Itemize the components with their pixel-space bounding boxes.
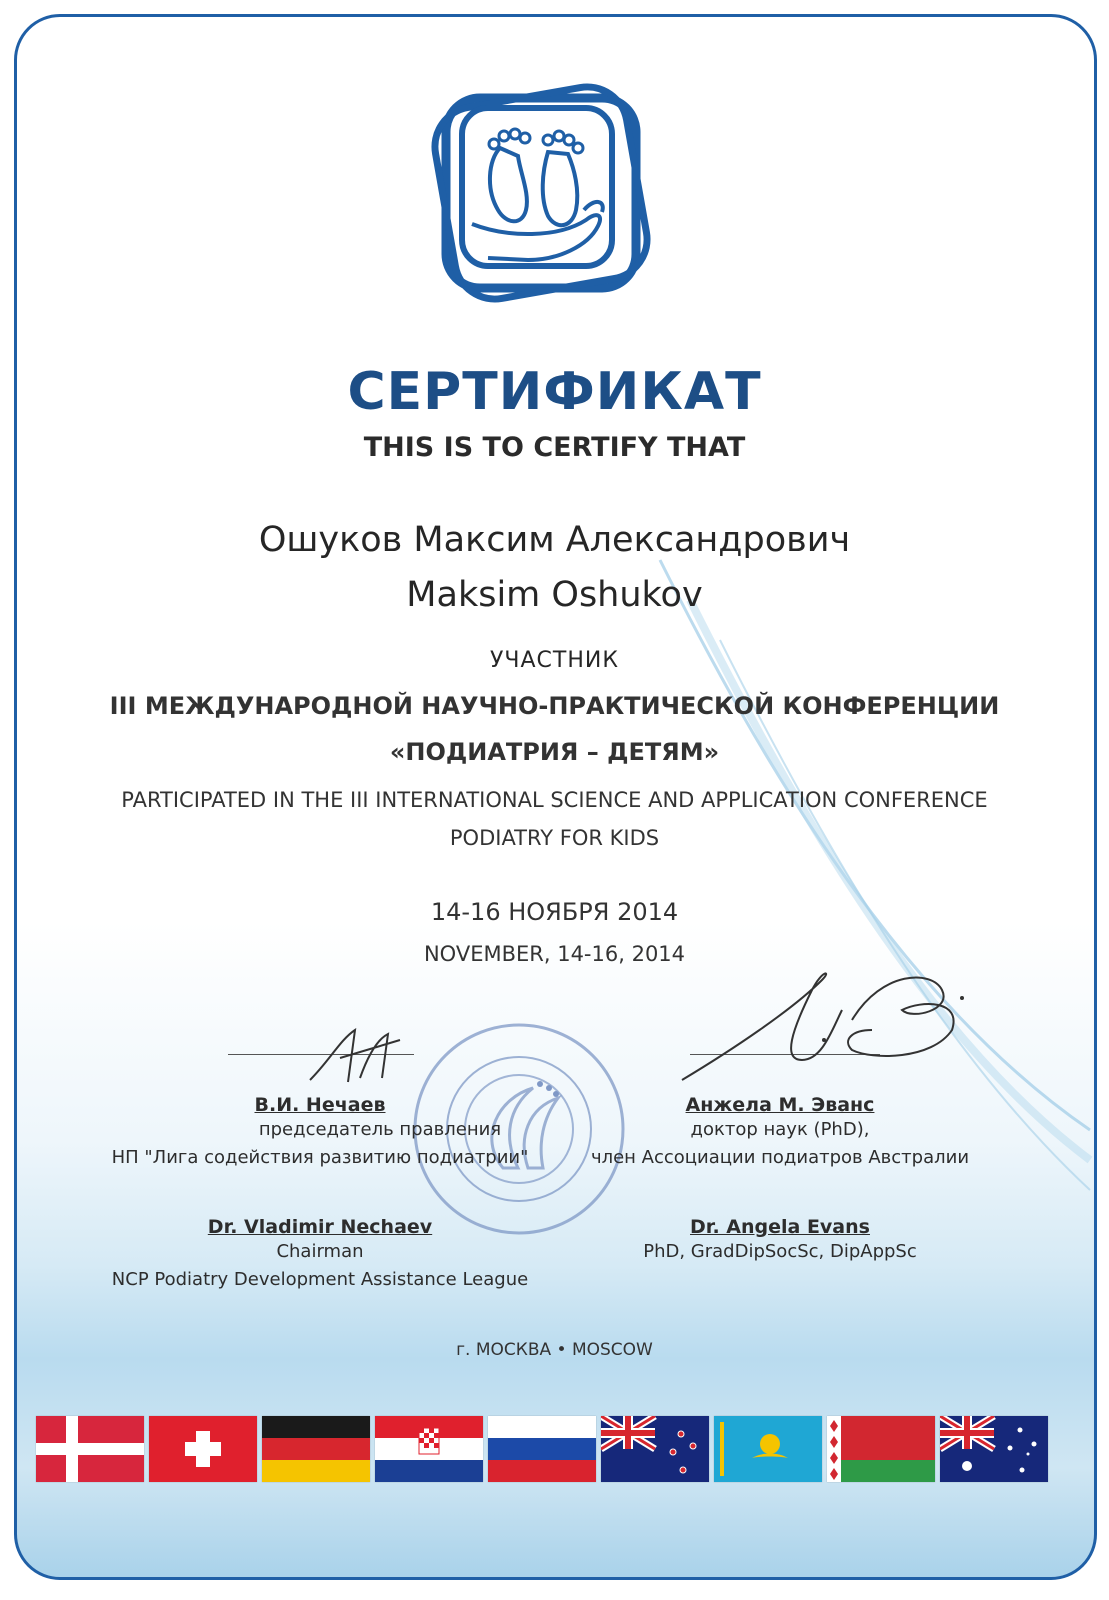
certificate-subtitle: THIS IS TO CERTIFY THAT: [363, 432, 746, 463]
left-signatory-name-en: Dr. Vladimir Nechaev: [207, 1216, 433, 1238]
recipient-name-en: Maksim Oshukov: [406, 575, 703, 615]
right-signatory-org-ru: член Ассоциации подиатров Австралии: [590, 1147, 970, 1168]
conference-name-ru: «ПОДИАТРИЯ – ДЕТЯМ»: [389, 738, 720, 766]
right-signatory-name-ru: Анжела М. Эванс: [685, 1094, 875, 1116]
left-signatory-name-ru: В.И. Нечаев: [254, 1094, 386, 1116]
left-signatory-org-ru: НП "Лига содействия развитию подиатрии": [111, 1147, 529, 1168]
left-signatory-title-ru: председатель правления: [258, 1119, 502, 1140]
belarus-flag: [827, 1416, 935, 1482]
city-label: г. МОСКВА • MOSCOW: [456, 1340, 653, 1360]
russia-flag: [488, 1416, 596, 1482]
new-zealand-flag: [601, 1416, 709, 1482]
certificate-title: СЕРТИФИКАТ: [347, 362, 762, 422]
australia-flag: [940, 1416, 1048, 1482]
left-signatory-org-en: NCP Podiatry Development Assistance League: [111, 1269, 529, 1290]
conference-title-ru: III МЕЖДУНАРОДНОЙ НАУЧНО-ПРАКТИЧЕСКОЙ КОНФЕРЕНЦИИ: [109, 692, 1000, 720]
switzerland-flag: [149, 1416, 257, 1482]
right-signatory-title-ru: доктор наук (PhD),: [690, 1119, 870, 1140]
right-signatory-name-en: Dr. Angela Evans: [690, 1216, 870, 1238]
recipient-name-ru: Ошуков Максим Александрович: [258, 520, 851, 560]
left-signatory-en: [60, 1216, 580, 1294]
right-signature: [672, 950, 972, 1090]
event-date-ru: 14-16 НОЯБРЯ 2014: [430, 898, 679, 926]
event-date-en: NOVEMBER, 14-16, 2014: [423, 942, 686, 966]
right-signatory-en: [580, 1216, 980, 1266]
right-signatory-title-en: PhD, GradDipSocSc, DipAppSc: [643, 1241, 917, 1262]
conference-name-en: PODIATRY FOR KIDS: [449, 826, 660, 850]
germany-flag: [262, 1416, 370, 1482]
flags-row: [36, 1416, 1050, 1482]
left-signatory: [60, 1094, 580, 1172]
left-signature: [300, 1020, 410, 1100]
denmark-flag: [36, 1416, 144, 1482]
kazakhstan-flag: [714, 1416, 822, 1482]
left-signatory-title-en: Chairman: [276, 1241, 364, 1262]
feet-hand-logo: [408, 60, 674, 326]
conference-title-en: PARTICIPATED IN THE III INTERNATIONAL SCIENCE AND APPLICATION CONFERENCE: [121, 788, 988, 812]
participant-label: УЧАСТНИК: [490, 648, 619, 673]
croatia-flag: [375, 1416, 483, 1482]
right-signatory: [580, 1094, 980, 1172]
